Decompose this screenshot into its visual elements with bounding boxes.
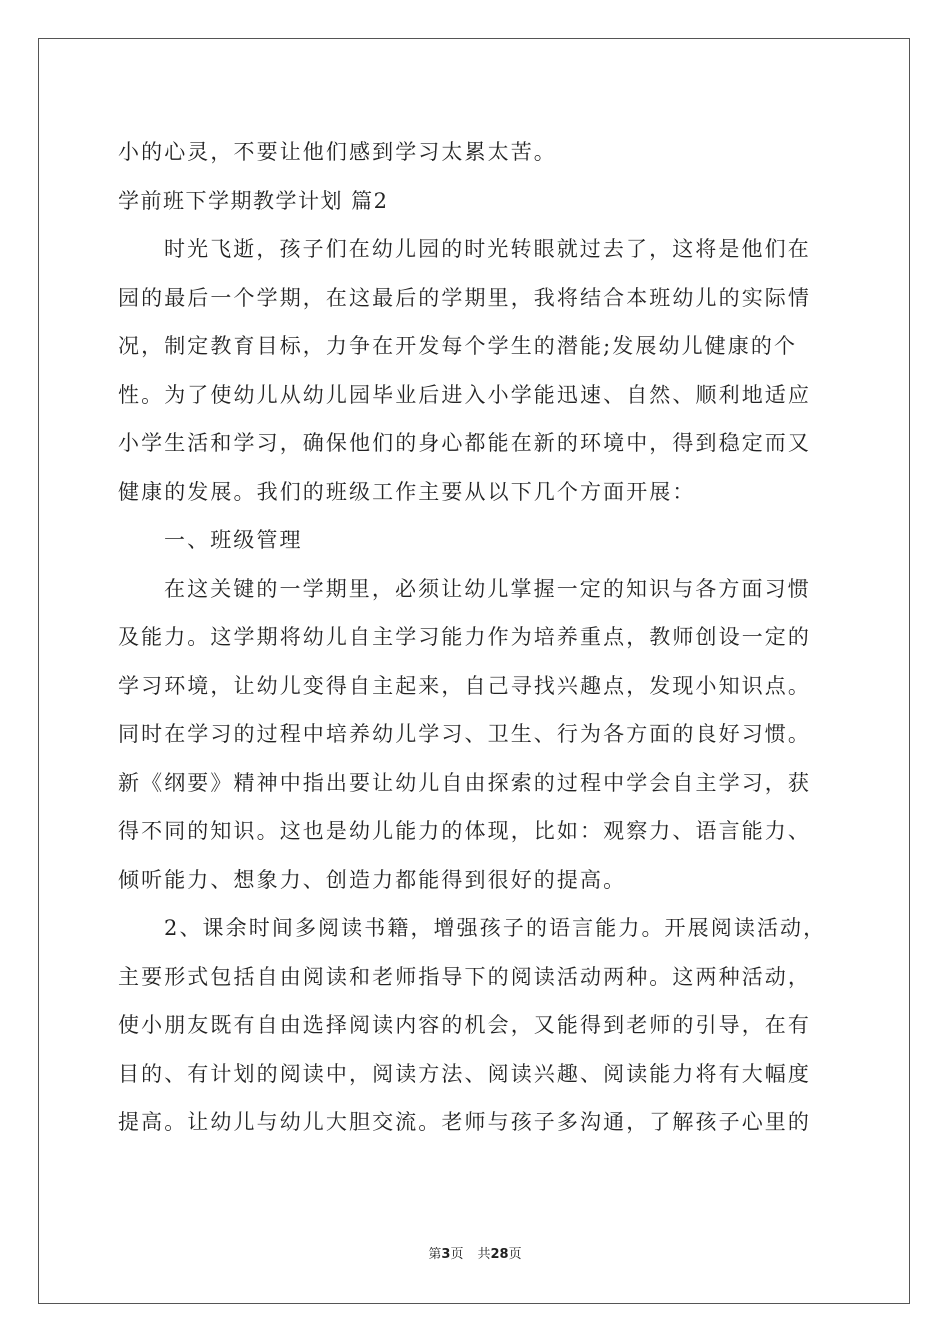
text-line: 小的心灵，不要让他们感到学习太累太苦。 xyxy=(118,140,557,164)
section-title: 学前班下学期教学计划 篇2 xyxy=(118,188,389,213)
text-line: 小学生活和学习，确保他们的身心都能在新的环境中，得到稳定而又 xyxy=(118,431,811,455)
text-line: 提高。让幼儿与幼儿大胆交流。老师与孩子多沟通，了解孩子心里的 xyxy=(118,1110,811,1134)
text-line: 健康的发展。我们的班级工作主要从以下几个方面开展： xyxy=(118,479,696,504)
text-line: 新《纲要》精神中指出要让幼儿自由探索的过程中学会自主学习，获 xyxy=(118,770,811,795)
page-total: 28 xyxy=(490,1247,509,1262)
page-suffix: 页 xyxy=(450,1247,464,1262)
text-line: 得不同的知识。这也是幼儿能力的体现，比如：观察力、语言能力、 xyxy=(118,819,811,843)
page-number: 3 xyxy=(441,1247,451,1262)
total-prefix: 共 xyxy=(477,1247,491,1262)
document-body xyxy=(118,128,838,1147)
text-line: 同时在学习的过程中培养幼儿学习、卫生、行为各方面的良好习惯。 xyxy=(118,722,811,746)
text-line: 主要形式包括自由阅读和老师指导下的阅读活动两种。这两种活动， xyxy=(118,964,811,989)
text-line: 时光飞逝，孩子们在幼儿园的时光转眼就过去了，这将是他们在 xyxy=(164,237,811,261)
text-line: 2、课余时间多阅读书籍，增强孩子的语言能力。开展阅读活动， xyxy=(164,916,827,940)
text-line: 性。为了使幼儿从幼儿园毕业后进入小学能迅速、自然、顺利地适应 xyxy=(118,382,811,407)
text-line: 倾听能力、想象力、创造力都能得到很好的提高。 xyxy=(118,867,627,892)
text-line: 学习环境，让幼儿变得自主起来，自己寻找兴趣点，发现小知识点。 xyxy=(118,673,811,698)
total-suffix: 页 xyxy=(508,1247,522,1262)
text-line: 目的、有计划的阅读中，阅读方法、阅读兴趣、阅读能力将有大幅度 xyxy=(118,1061,811,1086)
text-line: 使小朋友既有自由选择阅读内容的机会，又能得到老师的引导，在有 xyxy=(118,1013,811,1037)
text-line: 况，制定教育目标，力争在开发每个学生的潜能;发展幼儿健康的个 xyxy=(118,334,798,358)
subsection-heading: 一、班级管理 xyxy=(164,528,303,552)
text-line: 园的最后一个学期，在这最后的学期里，我将结合本班幼儿的实际情 xyxy=(118,285,811,310)
page-prefix: 第 xyxy=(428,1247,442,1262)
page-footer xyxy=(0,1243,950,1262)
text-line: 在这关键的一学期里，必须让幼儿掌握一定的知识与各方面习惯 xyxy=(164,576,811,601)
text-line: 及能力。这学期将幼儿自主学习能力作为培养重点，教师创设一定的 xyxy=(118,625,811,649)
